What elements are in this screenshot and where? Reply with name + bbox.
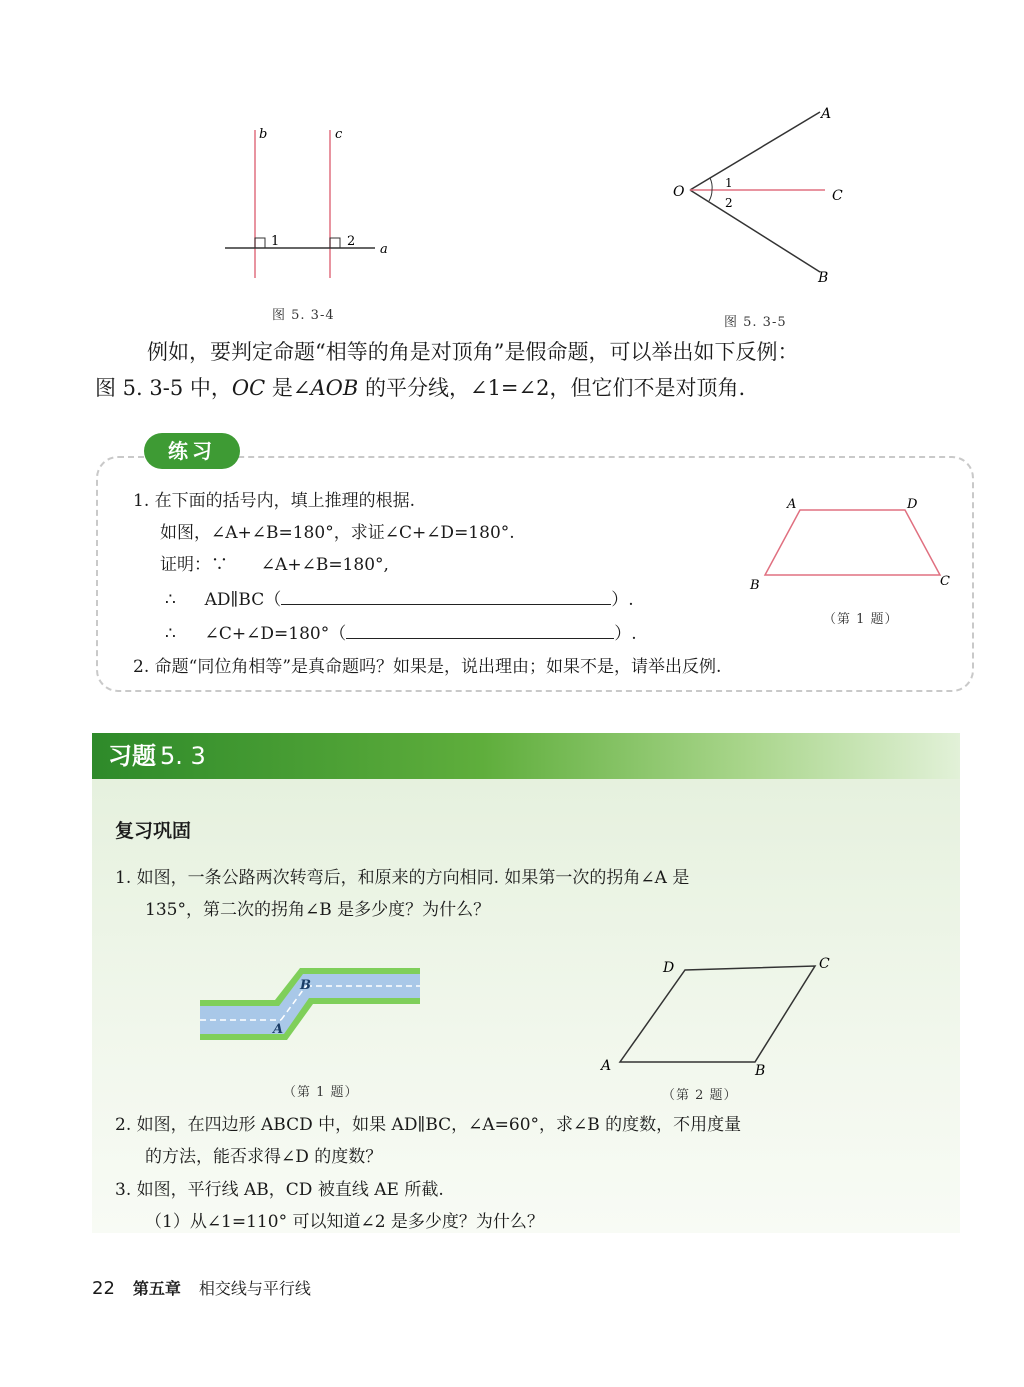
label-B: B [818, 270, 829, 286]
exercise-figure-caption: （第 1 题） [823, 612, 899, 627]
exercise-badge: 练习 [144, 433, 240, 469]
paragraph-aob: AOB [310, 376, 359, 400]
label-b: b [259, 127, 268, 142]
problem-fig-1-caption: （第 1 题） [283, 1085, 359, 1100]
label-2: 2 [725, 196, 733, 210]
page-footer [92, 1276, 311, 1299]
label-A: A [273, 1022, 284, 1037]
example-paragraph [95, 334, 975, 406]
road-figure [195, 962, 425, 1047]
label-B: B [300, 978, 311, 993]
label-B: B [750, 578, 760, 593]
label-c: c [335, 127, 343, 142]
proof-step-2: AD∥BC（ [204, 590, 282, 610]
problems-header-number: 5. 3 [160, 742, 206, 770]
right-angle-mark-1 [255, 238, 265, 248]
label-C: C [819, 956, 830, 972]
problem-2-line-1: 2. 如图，在四边形 ABCD 中，如果 AD∥BC，∠A=60°，求∠B 的度数，不用度量 [115, 1115, 742, 1135]
exercise-q1-given: 如图，∠A+∠B=180°，求证∠C+∠D=180°. [160, 523, 515, 543]
problem-1-line-2: 135°，第二次的拐角∠B 是多少度？为什么？ [145, 900, 491, 920]
proof-step-3: ∠C+∠D=180°（ [204, 624, 347, 644]
proof-step-2-end: ）. [611, 590, 634, 610]
label-A: A [601, 1058, 612, 1074]
paragraph-line-2b: 是∠ [265, 376, 311, 400]
problem-1-line-1: 1. 如图，一条公路两次转弯后，和原来的方向相同. 如果第一次的拐角∠A 是 [115, 868, 690, 888]
exercise-proof-line-3 [165, 620, 637, 646]
paragraph-line-1: 例如，要判定命题“相等的角是对顶角”是假命题，可以举出如下反例： [147, 340, 799, 364]
proof-step-3-end: ）. [614, 624, 637, 644]
ray-oa [690, 112, 820, 190]
label-C: C [940, 574, 950, 589]
exercise-q2: 2. 命题“同位角相等”是真命题吗？如果是，说出理由；如果不是，请举出反例. [133, 657, 722, 677]
problem-2-line-2: 的方法，能否求得∠D 的度数？ [145, 1147, 383, 1167]
figure-5-3-5 [665, 100, 855, 290]
label-2: 2 [347, 234, 356, 249]
paragraph-line-2c: 的平分线，∠1=∠2，但它们不是对顶角. [358, 376, 746, 400]
problems-header-label: 习题 [108, 742, 156, 770]
label-D: D [907, 497, 918, 512]
label-A: A [787, 497, 797, 512]
trapezoid-abcd [765, 510, 940, 575]
problems-header-bar [92, 733, 960, 779]
answer-blank-1[interactable] [281, 586, 611, 605]
chapter-number: 第五章 [132, 1279, 181, 1298]
label-A: A [821, 106, 832, 122]
review-subsection-title: 复习巩固 [115, 820, 192, 842]
paragraph-oc: OC [231, 376, 266, 400]
proof-label: 证明：∵ [160, 555, 228, 575]
label-a: a [380, 242, 388, 257]
problem-3-line-1: 3. 如图，平行线 AB，CD 被直线 AE 所截. [115, 1180, 444, 1200]
problem-3-line-2: （1）从∠1=110° 可以知道∠2 是多少度？为什么？ [145, 1212, 544, 1232]
label-C: C [832, 188, 843, 204]
exercise-proof-line-2 [165, 586, 634, 612]
problem-fig-2-caption: （第 2 题） [662, 1088, 738, 1103]
label-1: 1 [725, 176, 733, 190]
paragraph-line-2a: 图 5. 3-5 中， [95, 376, 232, 400]
chapter-title: 相交线与平行线 [198, 1279, 311, 1298]
page-number: 22 [92, 1278, 115, 1299]
answer-blank-2[interactable] [346, 620, 614, 639]
figure-5-3-4 [215, 118, 405, 283]
exercise-proof-line-1 [160, 553, 389, 577]
exercise-q1-title: 1. 在下面的括号内，填上推理的根据. [133, 491, 416, 511]
therefore-symbol: ∴ [165, 624, 176, 644]
parallelogram-figure [595, 950, 840, 1080]
label-1: 1 [271, 234, 280, 249]
proof-premise: ∠A+∠B=180°, [260, 555, 389, 575]
label-O: O [673, 184, 685, 200]
label-B: B [755, 1063, 766, 1079]
ray-ob [690, 190, 820, 272]
quadrilateral-abcd [620, 966, 815, 1062]
exercise-trapezoid-figure [745, 490, 960, 600]
therefore-symbol: ∴ [165, 590, 176, 610]
angle-arc-2 [709, 190, 712, 201]
angle-arc-1 [710, 178, 712, 190]
figure-5-3-5-caption: 图 5. 3-5 [724, 315, 787, 330]
figure-5-3-4-caption: 图 5. 3-4 [272, 308, 335, 323]
right-angle-mark-2 [330, 238, 340, 248]
problems-header-title [108, 737, 206, 775]
label-D: D [663, 960, 675, 976]
